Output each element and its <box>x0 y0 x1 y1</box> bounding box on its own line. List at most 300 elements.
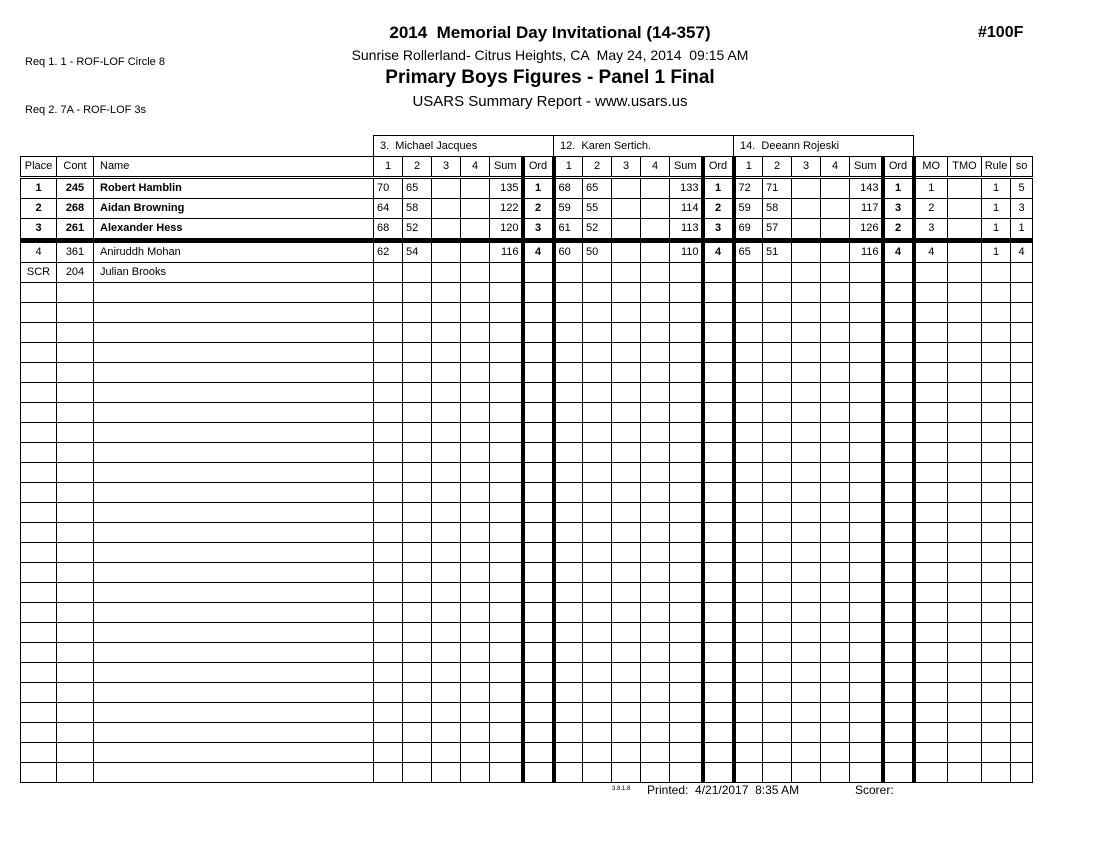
judge2-score4-cell <box>641 523 670 543</box>
contestant-number-cell <box>57 363 94 383</box>
judge2-score3-cell <box>612 283 641 303</box>
judge2-ordinal-cell <box>703 263 734 283</box>
contestant-number-cell <box>57 423 94 443</box>
judge3-score2-cell <box>763 503 792 523</box>
skater-name-cell <box>94 323 374 343</box>
judge2-score1-cell <box>554 683 583 703</box>
judge1-score2-cell <box>403 583 432 603</box>
rule-cell <box>982 423 1011 443</box>
rule-cell <box>982 743 1011 763</box>
majority-ordinal-cell <box>914 363 948 383</box>
judge1-sum-cell <box>490 363 523 383</box>
rule-cell <box>982 263 1011 283</box>
judge2-score4-cell <box>641 219 670 241</box>
so-cell <box>1011 723 1033 743</box>
contestant-number-cell <box>57 623 94 643</box>
judge1-score2-cell <box>403 623 432 643</box>
judge2-sum-header: Sum <box>670 157 703 178</box>
tmo-cell <box>948 219 982 241</box>
judge2-sum-cell <box>670 723 703 743</box>
judge2-ordinal-cell <box>703 363 734 383</box>
rule-cell <box>982 563 1011 583</box>
judge1-score3-cell <box>432 383 461 403</box>
judge3-score4-cell <box>821 523 850 543</box>
skater-name-cell <box>94 683 374 703</box>
judge1-score1-cell: 68 <box>374 219 403 241</box>
majority-ordinal-cell <box>914 503 948 523</box>
judge2-score2-cell <box>583 463 612 483</box>
place-cell <box>21 763 57 783</box>
empty-row <box>21 343 1033 363</box>
judge1-ordinal-cell: 2 <box>523 199 554 219</box>
place-cell <box>21 663 57 683</box>
judge3-score3-cell <box>792 383 821 403</box>
judge2-score4-cell <box>641 199 670 219</box>
judge3-ordinal-cell <box>883 263 914 283</box>
judge3-4-header: 4 <box>821 157 850 178</box>
judge2-score1-cell <box>554 363 583 383</box>
judge3-score2-cell <box>763 523 792 543</box>
judge2-score4-cell <box>641 743 670 763</box>
place-cell <box>21 703 57 723</box>
tmo-cell <box>948 199 982 219</box>
rule-cell <box>982 503 1011 523</box>
judge2-score1-cell <box>554 543 583 563</box>
judge3-score1-cell <box>734 583 763 603</box>
contestant-number-cell <box>57 303 94 323</box>
judge3-score4-cell <box>821 583 850 603</box>
judge2-ordinal-cell: 2 <box>703 199 734 219</box>
judge1-score3-cell <box>432 303 461 323</box>
judge1-score3-cell <box>432 583 461 603</box>
judge2-score1-cell <box>554 503 583 523</box>
judge2-score1-cell <box>554 383 583 403</box>
result-row-1 <box>21 178 1033 199</box>
judge2-score4-cell <box>641 483 670 503</box>
judge1-sum-cell <box>490 403 523 423</box>
judge2-score1-cell <box>554 563 583 583</box>
judge1-score2-cell <box>403 523 432 543</box>
judge2-score3-cell <box>612 743 641 763</box>
majority-ordinal-cell <box>914 703 948 723</box>
judge1-ordinal-cell: 3 <box>523 219 554 241</box>
tmo-cell <box>948 443 982 463</box>
judge2-ordinal-cell <box>703 443 734 463</box>
judge3-score4-cell <box>821 683 850 703</box>
empty-row <box>21 563 1033 583</box>
judge2-score1-cell <box>554 343 583 363</box>
judge3-score3-cell <box>792 343 821 363</box>
judge3-score3-cell <box>792 363 821 383</box>
skater-name-cell <box>94 443 374 463</box>
so-cell <box>1011 523 1033 543</box>
empty-row <box>21 763 1033 783</box>
judge1-score2-cell <box>403 283 432 303</box>
judge2-score2-cell: 52 <box>583 219 612 241</box>
judge1-score1-cell <box>374 763 403 783</box>
tmo-cell <box>948 763 982 783</box>
judge1-2-header: 2 <box>403 157 432 178</box>
rule-cell <box>982 323 1011 343</box>
judge1-score3-cell <box>432 743 461 763</box>
majority-ordinal-cell <box>914 423 948 443</box>
contestant-number-cell <box>57 683 94 703</box>
so-cell <box>1011 703 1033 723</box>
judge3-score2-cell: 51 <box>763 241 792 263</box>
judge3-score2-cell <box>763 423 792 443</box>
judge1-ordinal-cell <box>523 503 554 523</box>
judge3-score4-cell <box>821 543 850 563</box>
tmo-cell <box>948 543 982 563</box>
judge1-ordinal-cell <box>523 563 554 583</box>
majority-ordinal-cell <box>914 403 948 423</box>
place-header: Place <box>21 157 57 178</box>
contestant-number-cell <box>57 743 94 763</box>
judge1-sum-cell <box>490 323 523 343</box>
judge3-score3-cell <box>792 543 821 563</box>
judge1-1-header: 1 <box>374 157 403 178</box>
skater-name-cell <box>94 543 374 563</box>
majority-ordinal-cell: 1 <box>914 178 948 199</box>
name-header: Name <box>94 157 374 178</box>
judge1-ordinal-cell <box>523 623 554 643</box>
place-cell <box>21 523 57 543</box>
judge2-score2-cell <box>583 583 612 603</box>
judge1-score4-cell <box>461 343 490 363</box>
rule-cell <box>982 483 1011 503</box>
judge3-score2-cell <box>763 383 792 403</box>
empty-row <box>21 683 1033 703</box>
judge2-score3-cell <box>612 463 641 483</box>
judge1-sum-cell <box>490 603 523 623</box>
judge2-score4-cell <box>641 241 670 263</box>
judge1-ordinal-cell <box>523 263 554 283</box>
judge3-score1-cell <box>734 663 763 683</box>
so-cell <box>1011 583 1033 603</box>
event-title: Primary Boys Figures - Panel 1 Final <box>385 67 715 88</box>
judge3-score2-cell <box>763 363 792 383</box>
judge2-ordinal-cell <box>703 663 734 683</box>
judge3-score2-cell <box>763 483 792 503</box>
judge2-ordinal-cell <box>703 483 734 503</box>
judge2-1-header: 1 <box>554 157 583 178</box>
judge2-score1-cell <box>554 583 583 603</box>
rule-cell <box>982 363 1011 383</box>
judge3-score4-cell <box>821 443 850 463</box>
place-cell: 1 <box>21 178 57 199</box>
empty-row <box>21 383 1033 403</box>
judge2-score4-cell <box>641 723 670 743</box>
judge3-score4-cell <box>821 403 850 423</box>
judge2-score2-cell <box>583 303 612 323</box>
judge3-score3-cell <box>792 723 821 743</box>
judge2-sum-cell <box>670 443 703 463</box>
judge2-ordinal-cell <box>703 383 734 403</box>
judge3-ordinal-cell <box>883 643 914 663</box>
so-cell <box>1011 403 1033 423</box>
rule-cell <box>982 303 1011 323</box>
so-cell: 4 <box>1011 241 1033 263</box>
rule-cell <box>982 583 1011 603</box>
judge2-score3-cell <box>612 343 641 363</box>
judge2-ord-header: Ord <box>703 157 734 178</box>
judge1-score1-cell <box>374 303 403 323</box>
judge2-score3-cell <box>612 503 641 523</box>
judge2-ordinal-cell <box>703 623 734 643</box>
judge2-sum-cell <box>670 283 703 303</box>
majority-ordinal-cell: 2 <box>914 199 948 219</box>
judge1-ordinal-cell <box>523 483 554 503</box>
judge-name-2: 12. Karen Sertich. <box>554 136 734 157</box>
skater-name-cell <box>94 723 374 743</box>
empty-row <box>21 463 1033 483</box>
judge2-score4-cell <box>641 363 670 383</box>
judge3-score2-cell <box>763 603 792 623</box>
skater-name-cell <box>94 743 374 763</box>
judge3-score2-cell <box>763 743 792 763</box>
place-cell <box>21 623 57 643</box>
judge3-score3-cell <box>792 263 821 283</box>
judge1-score4-cell <box>461 623 490 643</box>
judge1-score3-cell <box>432 403 461 423</box>
judge1-score2-cell <box>403 443 432 463</box>
judge2-score2-cell <box>583 523 612 543</box>
so-cell: 5 <box>1011 178 1033 199</box>
so-header: so <box>1011 157 1033 178</box>
judge1-sum-header: Sum <box>490 157 523 178</box>
judge1-ordinal-cell <box>523 303 554 323</box>
judge2-sum-cell <box>670 403 703 423</box>
judge2-sum-cell <box>670 683 703 703</box>
judge3-sum-cell <box>850 583 883 603</box>
judge3-sum-cell <box>850 703 883 723</box>
so-cell <box>1011 303 1033 323</box>
judge3-sum-cell <box>850 743 883 763</box>
judge1-score2-cell <box>403 363 432 383</box>
judge2-3-header: 3 <box>612 157 641 178</box>
judge1-score1-cell <box>374 683 403 703</box>
judge3-score2-cell <box>763 583 792 603</box>
judge2-score4-cell <box>641 643 670 663</box>
judge1-score1-cell: 70 <box>374 178 403 199</box>
judge3-ordinal-cell <box>883 403 914 423</box>
judge2-sum-cell <box>670 363 703 383</box>
so-cell <box>1011 423 1033 443</box>
judge3-score1-cell <box>734 523 763 543</box>
judge1-ordinal-cell <box>523 763 554 783</box>
judge3-score3-cell <box>792 323 821 343</box>
judge2-score3-cell <box>612 219 641 241</box>
judge2-score4-cell <box>641 263 670 283</box>
judge1-score4-cell <box>461 219 490 241</box>
judge2-ordinal-cell <box>703 463 734 483</box>
judge1-score4-cell <box>461 463 490 483</box>
judge2-ordinal-cell <box>703 283 734 303</box>
place-cell <box>21 383 57 403</box>
majority-ordinal-cell <box>914 723 948 743</box>
judge3-ordinal-cell <box>883 303 914 323</box>
judge1-score2-cell <box>403 323 432 343</box>
judge2-sum-cell <box>670 763 703 783</box>
majority-ordinal-cell <box>914 383 948 403</box>
judge2-score3-cell <box>612 543 641 563</box>
so-cell <box>1011 463 1033 483</box>
judge3-2-header: 2 <box>763 157 792 178</box>
contestant-number-cell <box>57 583 94 603</box>
judge1-score1-cell <box>374 543 403 563</box>
judge3-score2-cell: 58 <box>763 199 792 219</box>
judge3-score2-cell <box>763 263 792 283</box>
judge1-sum-cell <box>490 743 523 763</box>
contestant-number-cell <box>57 343 94 363</box>
judge1-score2-cell <box>403 383 432 403</box>
skater-name-cell <box>94 523 374 543</box>
judge3-ordinal-cell <box>883 323 914 343</box>
judge2-sum-cell <box>670 483 703 503</box>
judge2-ordinal-cell: 1 <box>703 178 734 199</box>
judge2-score1-cell <box>554 603 583 623</box>
judge1-score2-cell <box>403 663 432 683</box>
judge3-ordinal-cell: 1 <box>883 178 914 199</box>
judge3-ordinal-cell <box>883 443 914 463</box>
place-cell: 3 <box>21 219 57 241</box>
rule-cell <box>982 543 1011 563</box>
judge2-score1-cell: 61 <box>554 219 583 241</box>
judge1-ordinal-cell <box>523 523 554 543</box>
judge3-score4-cell <box>821 503 850 523</box>
judge1-score4-cell <box>461 303 490 323</box>
judge2-ordinal-cell <box>703 743 734 763</box>
judge2-score2-cell <box>583 743 612 763</box>
judge1-score1-cell <box>374 443 403 463</box>
judge1-sum-cell <box>490 583 523 603</box>
judge1-ordinal-cell <box>523 583 554 603</box>
contestant-number-cell <box>57 663 94 683</box>
judge3-score2-cell <box>763 763 792 783</box>
judge2-score1-cell <box>554 743 583 763</box>
judge1-sum-cell <box>490 303 523 323</box>
so-cell <box>1011 283 1033 303</box>
majority-ordinal-cell <box>914 643 948 663</box>
judge3-score4-cell <box>821 363 850 383</box>
place-cell <box>21 503 57 523</box>
judge2-score3-cell <box>612 563 641 583</box>
judge3-ordinal-cell <box>883 663 914 683</box>
judge2-ordinal-cell <box>703 343 734 363</box>
judge2-score4-cell <box>641 463 670 483</box>
judge2-score1-cell <box>554 323 583 343</box>
judge3-score1-cell <box>734 383 763 403</box>
judge3-ordinal-cell: 2 <box>883 219 914 241</box>
rule-cell <box>982 523 1011 543</box>
judge1-ordinal-cell <box>523 723 554 743</box>
judge2-sum-cell <box>670 523 703 543</box>
judge1-score2-cell <box>403 343 432 363</box>
judge2-score1-cell <box>554 303 583 323</box>
judge3-score4-cell <box>821 219 850 241</box>
majority-ordinal-cell <box>914 323 948 343</box>
rule-cell <box>982 603 1011 623</box>
judge1-score4-cell <box>461 563 490 583</box>
judge2-score2-cell <box>583 363 612 383</box>
judge2-score2-cell <box>583 663 612 683</box>
majority-ordinal-cell <box>914 263 948 283</box>
judge3-score2-cell <box>763 403 792 423</box>
judge3-sum-cell <box>850 623 883 643</box>
judge3-score4-cell <box>821 178 850 199</box>
skater-name-cell <box>94 343 374 363</box>
place-cell: 2 <box>21 199 57 219</box>
judge2-ordinal-cell <box>703 423 734 443</box>
judge3-ordinal-cell <box>883 603 914 623</box>
judge2-score4-cell <box>641 563 670 583</box>
judge1-ordinal-cell <box>523 683 554 703</box>
so-cell <box>1011 743 1033 763</box>
judge3-score2-cell <box>763 303 792 323</box>
contestant-number-cell <box>57 403 94 423</box>
judge1-score1-cell <box>374 283 403 303</box>
judge1-score3-cell <box>432 263 461 283</box>
judge1-3-header: 3 <box>432 157 461 178</box>
judge2-sum-cell <box>670 343 703 363</box>
judge3-score3-cell <box>792 463 821 483</box>
rule-cell: 1 <box>982 219 1011 241</box>
judge3-ordinal-cell <box>883 463 914 483</box>
judge2-sum-cell <box>670 643 703 663</box>
contestant-number-cell <box>57 543 94 563</box>
judge2-ordinal-cell <box>703 723 734 743</box>
skater-name-cell <box>94 503 374 523</box>
judge2-score1-cell <box>554 523 583 543</box>
judge3-sum-cell <box>850 523 883 543</box>
judge2-score2-cell <box>583 283 612 303</box>
majority-ordinal-cell <box>914 743 948 763</box>
judge3-score1-cell <box>734 503 763 523</box>
judge1-score4-cell <box>461 523 490 543</box>
skater-name-cell: Robert Hamblin <box>94 178 374 199</box>
judge3-score1-cell <box>734 603 763 623</box>
req-line-1: Req 1. 1 - ROF-LOF Circle 8 <box>25 56 165 68</box>
contestant-number-cell <box>57 703 94 723</box>
tmo-cell <box>948 703 982 723</box>
judge2-score2-cell <box>583 683 612 703</box>
tmo-cell <box>948 723 982 743</box>
judge3-score4-cell <box>821 323 850 343</box>
so-cell <box>1011 543 1033 563</box>
judge3-sum-cell <box>850 563 883 583</box>
judge1-score4-cell <box>461 743 490 763</box>
judge2-sum-cell: 114 <box>670 199 703 219</box>
judge3-score2-cell <box>763 683 792 703</box>
judge3-score3-cell <box>792 483 821 503</box>
so-cell: 3 <box>1011 199 1033 219</box>
judge1-score2-cell <box>403 643 432 663</box>
result-row-4 <box>21 241 1033 263</box>
judge1-score1-cell: 62 <box>374 241 403 263</box>
judge2-score3-cell <box>612 199 641 219</box>
judge2-sum-cell <box>670 423 703 443</box>
place-cell <box>21 603 57 623</box>
tmo-cell <box>948 683 982 703</box>
judge2-score3-cell <box>612 623 641 643</box>
judge2-score3-cell <box>612 241 641 263</box>
judge3-score3-cell <box>792 623 821 643</box>
judge1-ordinal-cell <box>523 343 554 363</box>
so-cell <box>1011 623 1033 643</box>
judge1-score4-cell <box>461 199 490 219</box>
judge2-score2-cell <box>583 623 612 643</box>
judge3-score4-cell <box>821 423 850 443</box>
